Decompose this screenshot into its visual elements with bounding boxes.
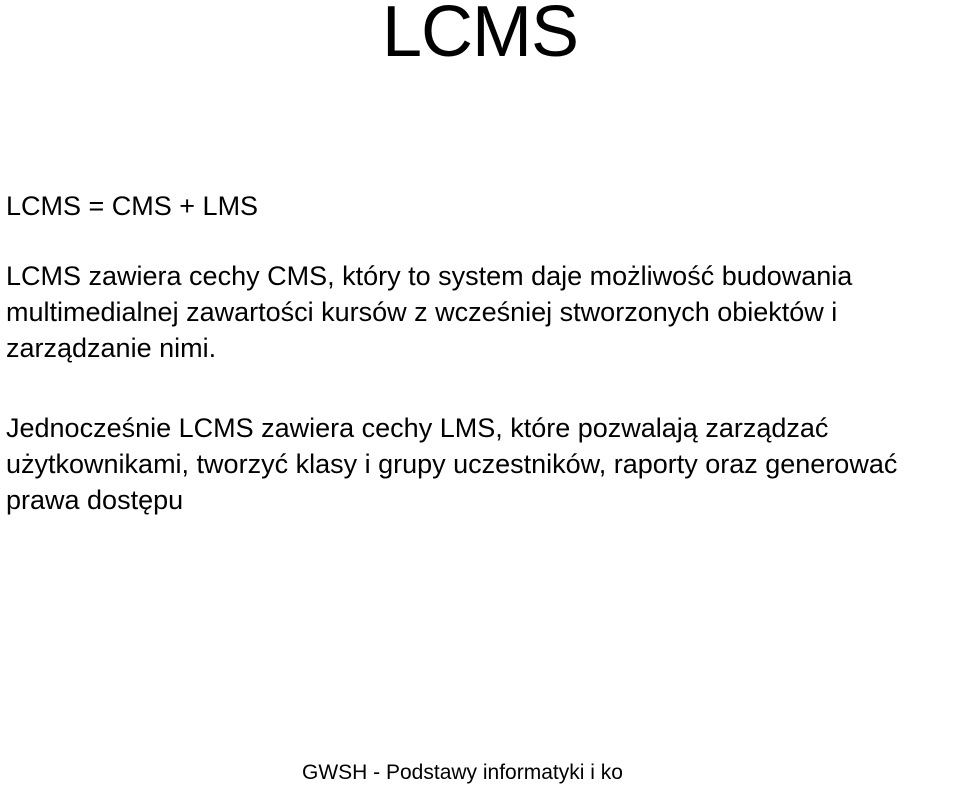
slide-title: LCMS <box>381 0 579 72</box>
slide-footer: GWSH - Podstawy informatyki i ko <box>302 761 623 784</box>
cms-features-paragraph: LCMS zawiera cechy CMS, który to system daje możliwość budowania multimedialnej zawartości kursów z wcześniej stworzonych obiektów i zarządzanie nimi. <box>6 261 853 363</box>
lms-features-paragraph: Jednocześnie LCMS zawiera cechy LMS, które pozwalają zarządzać użytkownikami, tworzyć klasy i grupy uczestników, raporty oraz generować prawa dostępu <box>6 413 898 515</box>
formula-paragraph: LCMS = CMS + LMS <box>6 191 259 221</box>
